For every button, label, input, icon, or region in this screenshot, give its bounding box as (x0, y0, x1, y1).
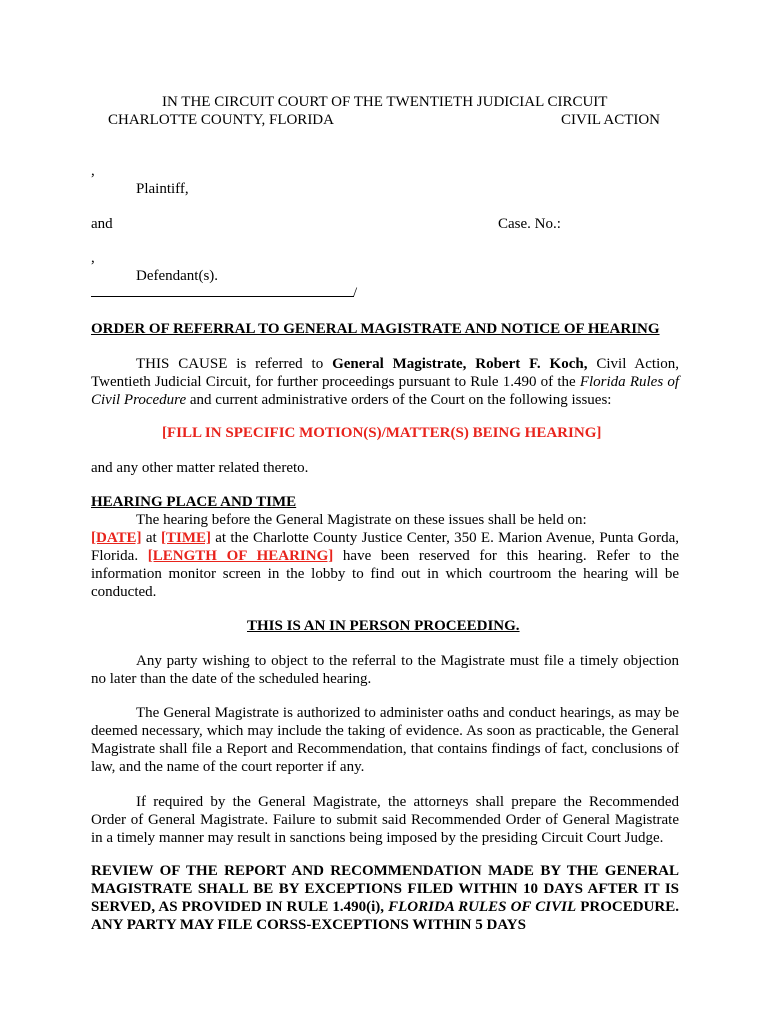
hearing-at: at (141, 530, 161, 546)
hearing-paragraph (91, 529, 679, 601)
time-placeholder: [TIME] (160, 530, 211, 546)
review-text-1: REVIEW OF THE REPORT AND RECOMMENDATION MADE BY THE GENERAL MAGISTRATE SHALL BE BY EXCEPTIONS FILED WITHIN 10 DAYS AFTER IT IS SERVED, AS PROVIDED IN RULE 1.490(i), (91, 863, 679, 915)
case-number-label: Case. No.: (498, 216, 561, 232)
review-paragraph (91, 862, 679, 934)
division-label: CIVIL ACTION (561, 112, 661, 128)
intro-text-2: Civil Action, Twentieth Judicial Circuit, for further proceedings pursuant to Rule 1.490 of the (91, 356, 680, 390)
length-placeholder: [LENGTH OF HEARING] (147, 548, 334, 564)
magistrate-name: General Magistrate, Robert F. Koch, (332, 356, 588, 372)
defendant-comma: , (91, 250, 95, 266)
signature-line (91, 296, 354, 297)
rules-reference: Florida Rules of Civil Procedure (91, 374, 679, 408)
order-title: ORDER OF REFERRAL TO GENERAL MAGISTRATE AND NOTICE OF HEARING (91, 321, 660, 337)
defendant-label: Defendant(s). (136, 268, 219, 284)
authority-paragraph: The General Magistrate is authorized to administer oaths and conduct hearings, as may be deemed necessary, which may include the taking of evidence. As soon as practicable, the General Magistrate shall file a Report and Recommendation, that contains findings of fact, conclusions of law, and the name of the court reporter if any. (91, 705, 679, 775)
attorneys-paragraph: If required by the General Magistrate, the attorneys shall prepare the Recommended Order of General Magistrate. Failure to submit said Recommended Order of General Magistrate in a timely manner may result in sanctions being imposed by the presiding Circuit Court Judge. (91, 794, 679, 846)
court-heading: IN THE CIRCUIT COURT OF THE TWENTIETH JUDICIAL CIRCUIT (162, 94, 608, 110)
and-label: and (91, 216, 113, 232)
plaintiff-comma: , (91, 163, 95, 179)
intro-text-1: THIS CAUSE is referred to (136, 356, 333, 372)
county-label: CHARLOTTE COUNTY, FLORIDA (108, 112, 334, 128)
in-person-notice: THIS IS AN IN PERSON PROCEEDING. (247, 618, 520, 634)
review-rules: FLORIDA RULES OF CIVIL (388, 899, 577, 915)
date-placeholder: [DATE] (91, 530, 142, 546)
other-matter-text: and any other matter related thereto. (91, 460, 309, 476)
hearing-line-1: The hearing before the General Magistrate on these issues shall be held on: (136, 512, 587, 528)
intro-paragraph (91, 355, 679, 409)
plaintiff-label: Plaintiff, (136, 181, 189, 197)
caption-slash: / (353, 285, 358, 301)
hearing-location: at the Charlotte County Justice Center, 350 E. Marion Avenue, Punta Gorda, Florida. (91, 530, 680, 564)
objection-paragraph: Any party wishing to object to the referral to the Magistrate must file a timely objection no later than the date of the scheduled hearing. (91, 653, 679, 687)
hearing-rest: have been reserved for this hearing. Refer to the information monitor screen in the lobby to find out in which courtroom the hearing will be conducted. (91, 548, 679, 600)
fill-in-matters: [FILL IN SPECIFIC MOTION(S)/MATTER(S) BEING HEARING] (162, 425, 602, 441)
review-text-2: PROCEDURE. ANY PARTY MAY FILE CORSS-EXCEPTIONS WITHIN 5 DAYS (91, 899, 679, 933)
intro-text-3: and current administrative orders of the Court on the following issues: (186, 392, 612, 408)
hearing-heading: HEARING PLACE AND TIME (91, 494, 297, 510)
